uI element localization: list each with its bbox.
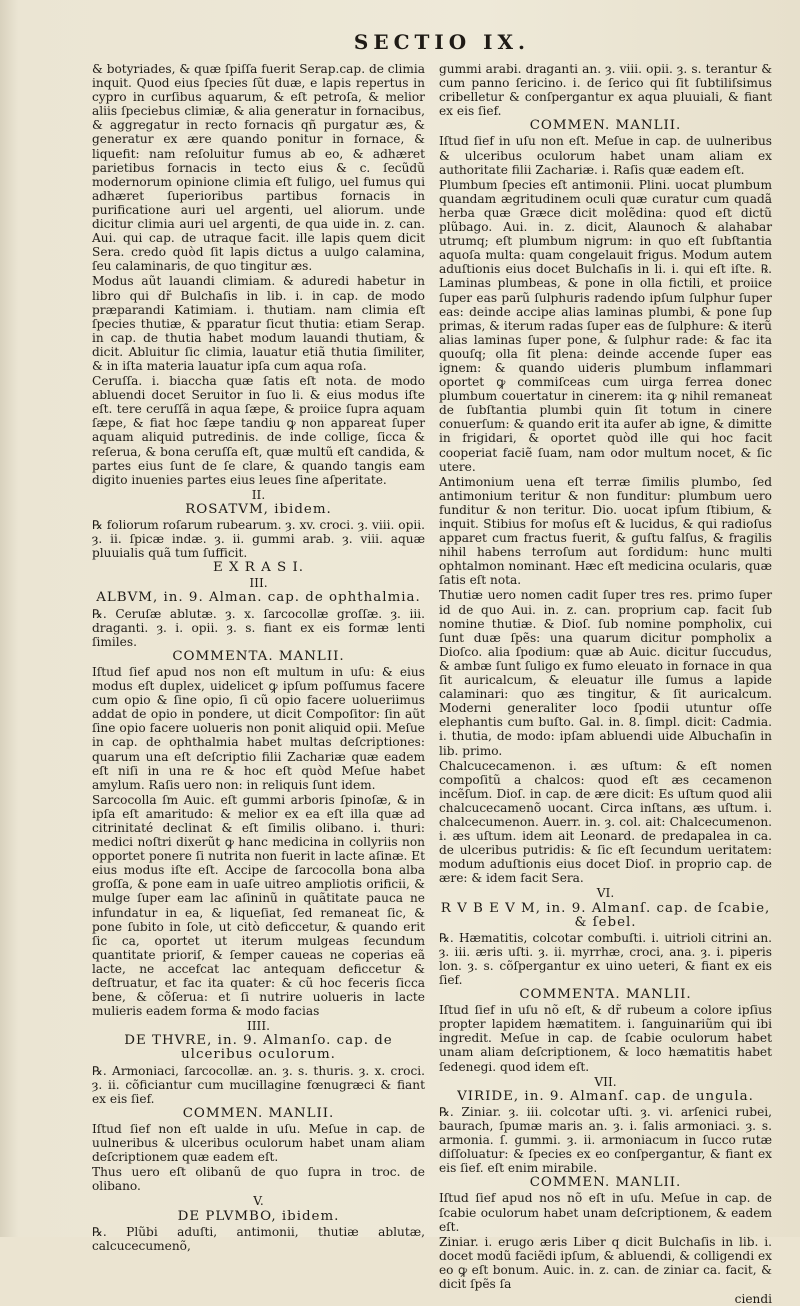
left-paragraph: Modus aũt lauandi climiam. & aduredi habetur in libro qui dr̃ Bulchaſis in lib. i. in cap. de modo præparandi Katimiam. i. thutiam. nam climia eſt ſpecies thutiæ, & pparatur ſicut thutia: etiam Serap. in cap. de thutia habet modum lauandi thutiam, & dicit. Abluitur ſic climia, lauatur etiã thutia ſimiliter, & in iſta materia lauatur ipſa cum aqua roſa.: [92, 274, 425, 373]
right-paragraph: gummi arabi. draganti an. ȝ. viii. opii. ȝ. s. terantur & cum panno ſericino. i. de ſerico qui ſit ſubtiliſsimus cribelletur & conſpergantur ex aqua pluuiali, & fiant ex eis ſief.: [439, 62, 772, 119]
left-paragraph: ℞. Plũbi aduſti, antimonii, thutiæ ablutæ, calcucecumenõ,: [92, 1224, 425, 1253]
left-paragraph: ℞. Ceruſæ ablutæ. ȝ. x. ſarcocollæ groſſæ. ȝ. iii. draganti. ȝ. i. opii. ȝ. s. fiant ex eis formæ lenti ſimiles.: [92, 606, 425, 649]
left-heading: E X R A S I.: [212, 560, 305, 576]
left-heading: DE THVRE, in. 9. Almanſo. cap. de ulceribus oculorum.: [124, 1033, 393, 1063]
left-paragraph: Iſtud ſief non eſt ualde in uſu. Meſue in cap. de uulneribus & ulceribus oculorum habet unam aliam deſcriptionem quæ eadem eſt.: [92, 1121, 425, 1165]
left-heading: DE PLVMBO, ibidem.: [177, 1208, 340, 1224]
right-paragraph: Thutiæ uero nomen cadit ſuper tres res. primo ſuper id de quo Aui. in. z. can. proprium cap. facit ſub nomine thutiæ. & Dioſ. ſub nomine pompholix, cui ſunt duæ ſpẽs: una quarum dicitur pompholix a Dioſco. alia ſpodium: quæ ab Auic. dicitur ſuccudus, & ambæ ſunt ſuligo ex fumo eleuato in fornace in qua ſit auricalcum, & eleuatur ille ſumus a lapide calaminari: quo æs tingitur, & ſit auricalcum. Moderni generaliter loco ſpodii utuntur oſſe elephantis cum buſto. Gal. in. 8. ſimpl. dicit: Cadmia. i. thutia, de modo: ipſam abluendi uide Albuchaſin in lib. primo.: [439, 588, 772, 758]
right-paragraph: ℞. Ziniar. ȝ. iii. colcotar uſti. ȝ. vi. arſenici rubei, baurach, ſpumæ maris an. ȝ. i. ſalis armoniaci. ȝ. s. armonia. ſ. gummi. ȝ. ii. armoniacum in ſucco rutæ diſſoluatur: & ſpecies ex eo conſpergantur, & fiant ex eis ſief. eſt enim mirabile.: [439, 1104, 772, 1176]
page-header: [0, 30, 800, 66]
right-paragraph: Ziniar. i. erugo æris Liber q dicit Bulchaſis in lib. i. docet modũ faciẽdi ipſum, & abluendi, & colligendi ex eo ꝙ eſt bonum. Auic. in. z. can. de ziniar ca. facit, & dicit ſpẽs ſa: [439, 1234, 772, 1291]
left-paragraph: Thus uero eſt olibanũ de quo ſupra in troc. de olibano.: [92, 1165, 425, 1194]
left-heading: ALBVM, in. 9. Alman. cap. de ophthalmia.: [96, 590, 421, 606]
right-heading: R V B E V M, in. 9. Almanſ. cap. de ſcabie, & ſebel.: [440, 900, 771, 930]
right-paragraph: Iſtud ſief in uſu nõ eſt, & dr̃ rubeum a colore ipſius propter lapidem hæmatitem. i. ſanguinariũm qui ibi ingredit. Meſue in cap. de ſcabie oculorum habet unam aliam deſcriptionem, & loco hæmatitis habet ſedenegi. quod idem eſt.: [439, 1003, 772, 1074]
right-heading: COMMENTA. MANLII.: [519, 987, 692, 1003]
left-column: [92, 62, 425, 1253]
right-heading: COMMEN. MANLII.: [529, 1175, 682, 1191]
right-paragraph: Chalcucecamenon. i. æs uſtum: & eſt nomen compoſitũ a chalcos: quod eſt æs cecamenon incẽſum. Dioſ. in cap. de ære dicit: Es uſtum quod alii chalcucecamenõ uocant. Circa inſtans, æs uſtum. i. chalcecumenon. Auerr. in. ȝ. col. ait: Chalcecumenon. i. æs uſtum. idem ait Leonard. de predapalea in ca. de ulceribus putridis: & ſic eſt ſecundum ueritatem: modum aduſtionis eius docet Dioſ. in proprio cap. de ære: & idem facit Sera.: [439, 758, 772, 886]
right-paragraph: ℞. Hæmatitis, colcotar combuſti. i. uitrioli citrini an. ȝ. iii. æris uſti. ȝ. ii. myrrhæ, croci, ana. ȝ. i. piperis lon. ȝ. s. cõſpergantur ex uino ueteri, & fiant ex eis ſief.: [439, 930, 772, 987]
left-paragraph: Ceruſſa. i. biaccha quæ ſatis eſt nota. de modo abluendi docet Seruitor in ſuo li. & eius modus iſte eſt. tere ceruſſã in aqua ſæpe, & proiice ſupra aquam ſæpe, & fiat hoc ſæpe tandiu ꝙ non appareat ſuper aquam aliquid putredinis. de inde collige, ſicca & reſerua, & bona ceruſſa eſt, quæ multũ eſt candida, & partes eius ſunt de ſe clare, & quando tangis eam digito inuenies partes eius leues ſine aſperitate.: [92, 374, 425, 487]
left-heading: COMMEN. MANLII.: [182, 1105, 335, 1121]
right-paragraph: Iſtud ſief apud nos nõ eſt in uſu. Meſue in cap. de ſcabie oculorum habet unam deſcriptionem, & eadem eſt.: [439, 1191, 772, 1234]
left-num: II.: [251, 487, 266, 502]
left-paragraph: Iſtud ſief apud nos non eſt multum in uſu: & eius modus eſt duplex, uidelicet ꝙ ipſum poſſumus facere cum opio & ſine opio, ſi cũ opio facere uolueriimus addat de opio in pondere, ut dicit Compoſitor: ſin aũt ſine opio facere uolueris non ponit aliquid opii. Meſue in cap. de ophthalmia habet multas deſcriptiones: quarum una eſt deſcriptio filii Zachariæ quæ eadem eſt niſi in una re & hoc eſt quòd Meſue habet amylum. Raſis uero non: in reliquis ſunt idem.: [92, 664, 425, 792]
left-paragraph: ℞ foliorum roſarum rubearum. ȝ. xv. croci. ȝ. viii. opii. ȝ. ii. ſpicæ indæ. ȝ. ii. gummi arab. ȝ. viii. aquæ pluuialis quã tum ſufficit.: [92, 518, 425, 561]
left-paragraph: Sarcocolla ſm Auic. eſt gummi arboris ſpinoſæ, & in ipſa eſt amaritudo: & melior ex ea eſt illa quæ ad citrinitaté declinat & eſt ſimilis olibano. i. thuri: medici noſtri dixerũt ꝙ hanc medicina in collyriis non opportet ponere ſi nutrita non fuerit in lacte aſinæ. Et eius modus iſte eſt. Accipe de ſarcocolla bona alba groſſa, & pone eam in uaſe uitreo ampliotis orificii, & mulge ſuper eam lac aſininũ in quãtitate pauca ne infundatur in ea, & liqueſiat, ſed remaneat ſic, & pone ſubito in ſole, ut citò deficcetur, & quando erit ſic ca, oportet ut iterum mulgeas ſecundum quantitate prioriſ, & ſemper caueas ne coperias eã lacte, ne accefcat lac antequam deficcetur & deſtruatur, et fac ita quater: & cũ hoc feceris ſicca bene, & cõſerua: et ſi nutrire uolueris in lacte mulieris eadem forma & modo facias: [92, 792, 425, 1019]
right-paragraph: Plumbum ſpecies eſt antimonii. Plini. uocat plumbum quandam ægritudinem oculi quæ curatur cum quadã herba quæ Græce dicit molẽdina: quod eſt dictũ plũbago. Aui. in. z. dicit, Alaunoch & alahabar utrumq; eſt plumbum nigrum: in quo eſt ſubſtantia aquoſa multa: quam congelauit frigus. Modum autem aduſtionis eius docet Bulchaſis in li. i. qui eſt iſte. ℞. Laminas plumbeas, & pone in olla fictili, et proiice ſuper eas parũ ſulphuris radendo ipſum ſulphur ſuper eas: deinde accipe alias laminas plumbi, & pone ſup primas, & iterum radas ſuper eas de ſulphure: & iterũ alias laminas ſuper pone, & ſulphur rade: & fac ita quouſq; olla ſit plena: deinde accende ſuper eas ignem: & quando uideris plumbum inflammari oportet ꝙ commiſceas cum uirga ferrea donec plumbum couertatur in cinerem: ita ꝙ nihil remaneat de ſubſtantia plumbi quin ſit totum in cinere conuerſum: & quando erit ita aufer ab igne, & dimitte in frigidari, & oportet quòd ille qui hoc facit cooperiat faciẽ ſuam, nam odor multum nocet, & ſic utere.: [439, 177, 772, 474]
page-title: SECTIO IX.: [353, 30, 530, 54]
right-last: ciendi: [734, 1292, 772, 1306]
right-heading: COMMEN. MANLII.: [529, 118, 682, 134]
text-columns: [92, 62, 772, 1306]
left-num: III.: [249, 576, 268, 591]
right-num: VII.: [594, 1074, 617, 1089]
right-num: VI.: [596, 886, 615, 901]
right-column: [439, 62, 772, 1306]
left-num: IIII.: [246, 1019, 271, 1034]
right-paragraph: Antimonium uena eſt terræ ſimilis plumbo, ſed antimonium teritur & non funditur: plumbum uero funditur & non teritur. Dio. uocat ipſum ſtibium, & inquit. Stibius for moſus eſt & lucidus, & qui radioſus apparet cum fractus fuerit, & guſtu falſus, & fragilis nihil habens terroſum aut ſordidum: hunc multi ophtalmon nominant. Hæc eſt medicina ocularis, quæ ſatis eſt nota.: [439, 474, 772, 588]
left-heading: COMMENTA. MANLII.: [172, 648, 345, 664]
left-paragraph: ℞. Armoniaci, ſarcocollæ. an. ȝ. s. thuris. ȝ. x. croci. ȝ. ii. cõficiantur cum mucillagine fœnugræci & fiant ex eis ſief.: [92, 1063, 425, 1106]
right-heading: VIRIDE, in. 9. Almanſ. cap. de ungula.: [457, 1088, 754, 1104]
right-paragraph: Iſtud ſief in uſu non eſt. Meſue in cap. de uulneribus & ulceribus oculorum habet unam aliam ex authoritate filii Zachariæ. i. Raſis quæ eadem eſt.: [439, 134, 772, 177]
left-num: V.: [253, 1194, 264, 1209]
left-paragraph: & botyriades, & quæ ſpiſſa fuerit Serap.cap. de climia inquit. Quod eius ſpecies ſũt duæ, e lapis repertus in cypro in curſibus aquarum, & eſt petroſa, & melior aliis ſpeciebus climiæ, & alia generatur in fornacibus, & aggregatur in recto fornacis qñ purgatur æs, & generatur ex ære quando ponitur in fornace, & liquefit: nam reſoluitur fumus ab eo, & adhæret parietibus fornacis in tecto eius & c. ſecũdũ modernorum opinione climia eſt fuligo, uel fumus qui adhæret ſuperioribus partibus fornacis in purificatione auri uel argenti, uel aliorum. unde dicitur climia auri uel argenti, de qua uide in. z. can. Aui. qui cap. de utraque facit. ille lapis quem dicit Sera. credo quòd ſit lapis dictus a uulgo calamina, ſeu calaminaris, de quo tingitur æs.: [92, 62, 425, 274]
left-heading: ROSATVM, ibidem.: [185, 501, 332, 517]
